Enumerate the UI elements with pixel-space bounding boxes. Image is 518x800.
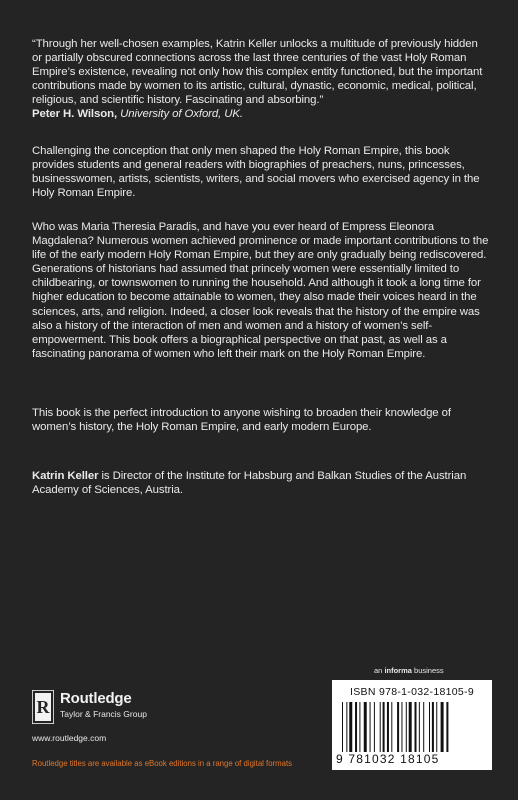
description-paragraph-3: This book is the perfect introduction to anyone wishing to broaden their knowledge of women’s history, the Holy Roman Empire, and early modern Europe. [32,407,451,434]
routledge-logo-icon [32,690,54,724]
description-paragraph-1: Challenging the conception that only men shaped the Holy Roman Empire, this book provides students and general readers with biographies of preachers, nuns, princesses, businesswomen, artists, scientists, writers, and social movers who exercised agency in the Holy Roman Empire. [32,145,480,200]
informa-prefix: an [374,666,385,675]
quote-author: Peter H. Wilson [32,108,114,121]
logo-letter: R [36,697,50,717]
isbn-label: ISBN 978-1-032-18105-9 [350,686,474,698]
publisher-name: Routledge [60,690,132,707]
publisher-subtitle: Taylor & Francis Group [60,709,147,719]
ebook-note: Routledge titles are available as eBook editions in a range of digital formats [32,759,293,768]
barcode-bars-icon [342,702,482,752]
isbn-barcode [332,680,492,770]
author-bio-name: Katrin Keller [32,470,99,482]
quote-text: “Through her well-chosen examples, Katrin Keller unlocks a multitude of previously hidden or partially obscured connections across the last three centuries of the vast Holy Roman Empire’s existence, revealing not only how this complex entity functioned, but the important contributions made by women to its artistic, cultural, dynastic, economic, medical, political, religious, and scientific history. Fascinating and absorbing.” [32,38,483,107]
informa-suffix: business [411,666,444,675]
author-bio-text: is Director of the Institute for Habsburg and Balkan Studies of the Austrian Academy of Sciences, Austria. [32,470,467,497]
author-bio [32,469,490,497]
informa-tagline [374,666,444,675]
quote-affiliation: University of Oxford, UK. [120,108,243,121]
quote-attribution: Peter H. Wilson, University of Oxford, UK. [32,108,243,121]
description-paragraph-2: Who was Maria Theresia Paradis, and have you ever heard of Empress Eleonora Magdalena? Numerous women achieved prominence or made important contributions to the life of the early modern Holy Roman Empire, but they are only gradually being rediscovered. Generations of historians had assumed that princely women were essentially limited to childbearing, or townswomen to running the household. And although it took a long time for higher education to become attainable to women, they also made their voices heard in the sciences, arts, and religion. Indeed, a closer look reveals that the history of the empire was also a history of the interaction of men and women and a history of women’s self-empowerment. This book offers a biographical perspective on that past, as well as a fascinating panorama of women who left their mark on the Holy Roman Empire. [32,221,489,360]
barcode-digits: 9 781032 18105 [336,752,440,766]
publisher-website[interactable]: www.routledge.com [32,733,107,743]
informa-brand: informa [384,666,412,675]
endorsement-quote [32,37,490,122]
